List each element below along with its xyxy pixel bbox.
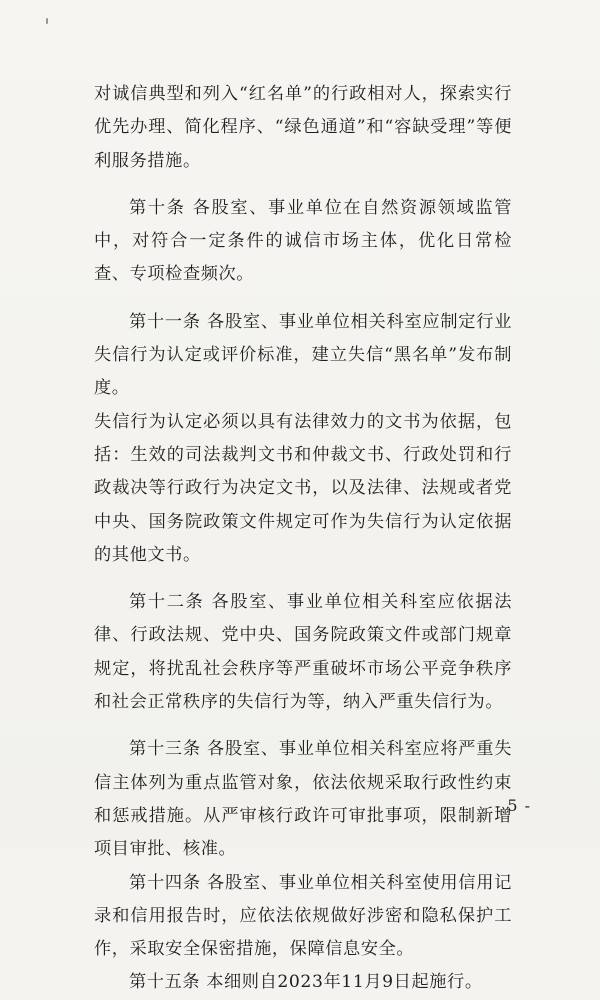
paragraph-article-12: 第十二条 各股室、事业单位相关科室应依据法律、行政法规、党中央、国务院政策文件或部门规章规定，将扰乱社会秩序等严重破坏市场公平竞争秩序和社会正常秩序的失信行为等，纳入严重失信行为。 xyxy=(94,592,512,713)
paragraph-dishonesty-basis: 失信行为认定必须以具有法律效力的文书为依据，包括：生效的司法裁判文书和仲裁文书、行政处罚和行政裁决等行政行为决定文书，以及法律、法规或者党中央、国务院政策文件规定可作为失信行为认定依据的其他文书。 xyxy=(94,411,512,565)
paragraph-article-10: 第十条 各股室、事业单位在自然资源领域监管中，对符合一定条件的诚信市场主体，优化日常检查、专项检查频次。 xyxy=(94,197,512,285)
document-body xyxy=(94,78,512,1000)
page-number: - 5 - xyxy=(494,796,532,815)
paragraph-article-13: 第十三条 各股室、事业单位相关科室应将严重失信主体列为重点监管对象，依法依规采取行政性约束和惩戒措施。从严审核行政许可审批事项，限制新增项目审批、核准。 xyxy=(94,739,512,860)
paragraph-article-11: 第十一条 各股室、事业单位相关科室应制定行业失信行为认定或评价标准，建立失信“黑名单”发布制度。 xyxy=(94,311,512,399)
scan-mark xyxy=(46,18,48,24)
paragraph-article-14: 第十四条 各股室、事业单位相关科室使用信用记录和信用报告时，应依法依规做好涉密和隐私保护工作，采取安全保密措施，保障信息安全。 xyxy=(94,872,512,960)
paragraph-red-list-measures: 对诚信典型和列入“红名单”的行政相对人，探索实行优先办理、简化程序、“绿色通道”和“容缺受理”等便利服务措施。 xyxy=(94,84,512,171)
paragraph-article-15: 第十五条 本细则自2023年11月9日起施行。 xyxy=(129,972,483,993)
